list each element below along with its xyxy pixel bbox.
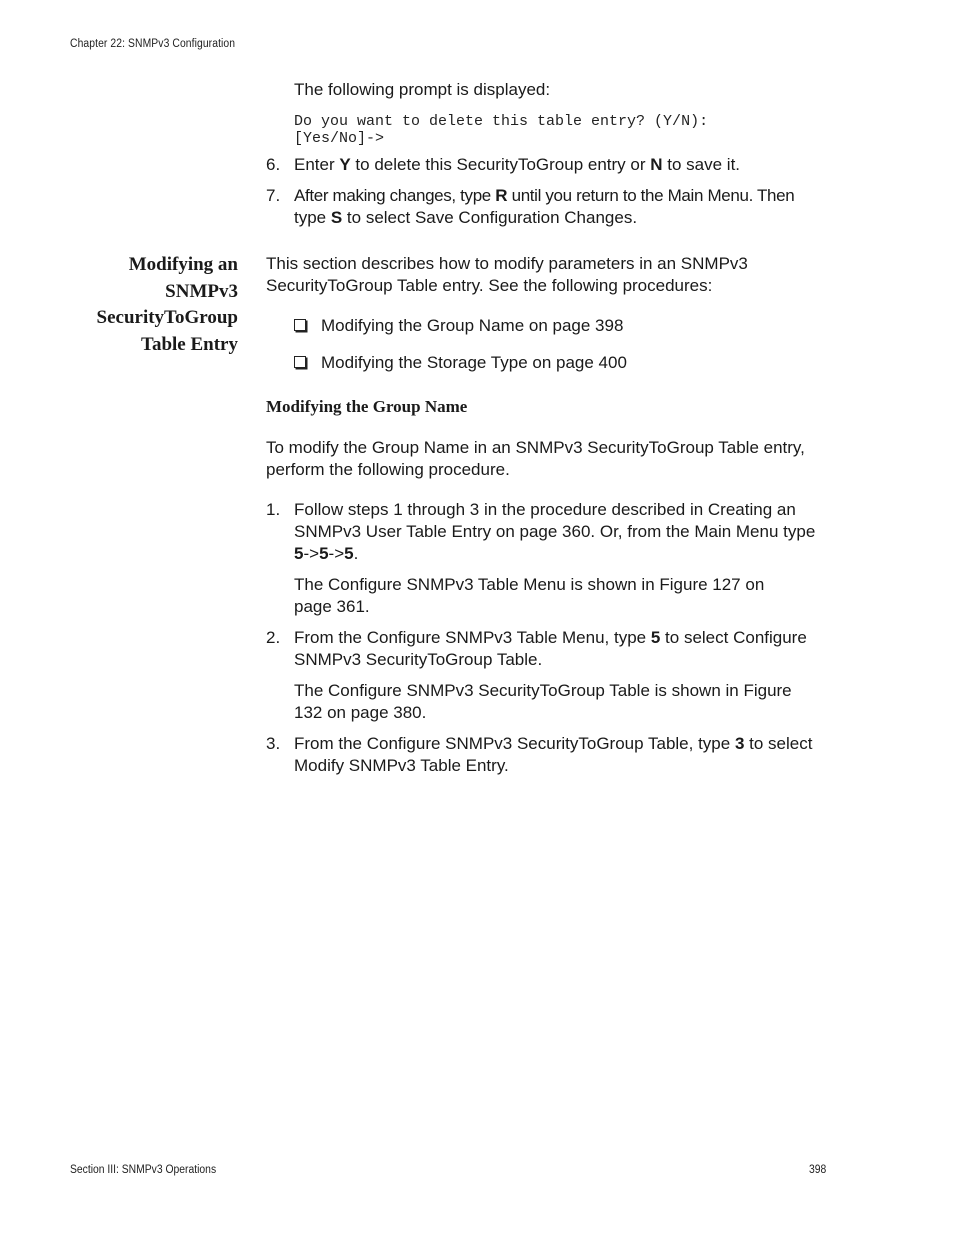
- step-number: 7.: [266, 186, 281, 205]
- subsection-heading: Modifying the Group Name: [266, 397, 468, 416]
- step-1-note: The Configure SNMPv3 Table Menu is shown in Figure 127 on page 361.: [294, 575, 765, 616]
- step-number: 6.: [266, 155, 281, 174]
- section-footer: Section III: SNMPv3 Operations: [70, 1164, 217, 1176]
- code-block: [294, 113, 708, 147]
- step-2-note: The Configure SNMPv3 SecurityToGroup Table is shown in Figure 132 on page 380.: [294, 681, 792, 722]
- list-item[interactable]: [294, 315, 623, 337]
- step-2-text: From the Configure SNMPv3 Table Menu, type 5 to select Configure SNMPv3 SecurityToGroup Table.: [294, 628, 807, 669]
- code-line: Do you want to delete this table entry? (Y/N):: [294, 113, 709, 130]
- step-6-text: Enter Y to delete this SecurityToGroup entry or N to save it.: [294, 155, 741, 174]
- subsection-intro: To modify the Group Name in an SNMPv3 SecurityToGroup Table entry, perform the following procedure.: [266, 438, 805, 479]
- step-number: 3.: [266, 734, 281, 753]
- checkbox-bullet-icon: [294, 319, 306, 331]
- step-3-text: From the Configure SNMPv3 SecurityToGroup Table, type 3 to select Modify SNMPv3 Table Entry.: [294, 734, 813, 775]
- step-1-text: Follow steps 1 through 3 in the procedure described in Creating an SNMPv3 User Table Entry on page 360. Or, from the Main Menu type 5->5->5.: [294, 500, 816, 563]
- section-heading: Modifying an SNMPv3 SecurityToGroup Table Entry: [96, 254, 238, 355]
- procedure-link[interactable]: Modifying the Storage Type on page 400: [321, 353, 627, 372]
- page-number: 398: [809, 1164, 827, 1176]
- list-item[interactable]: [294, 352, 627, 374]
- step-number: 1.: [266, 500, 281, 519]
- code-line: [Yes/No]->: [294, 130, 385, 147]
- step-7-text: After making changes, type R until you return to the Main Menu. Then type S to select Save Configuration Changes.: [294, 186, 795, 227]
- section-intro: This section describes how to modify parameters in an SNMPv3 SecurityToGroup Table entry. See the following procedures:: [266, 254, 748, 295]
- procedure-link[interactable]: Modifying the Group Name on page 398: [321, 316, 624, 335]
- prompt-intro: The following prompt is displayed:: [294, 80, 551, 99]
- checkbox-bullet-icon: [294, 356, 306, 368]
- chapter-header: Chapter 22: SNMPv3 Configuration: [70, 38, 236, 50]
- step-number: 2.: [266, 628, 281, 647]
